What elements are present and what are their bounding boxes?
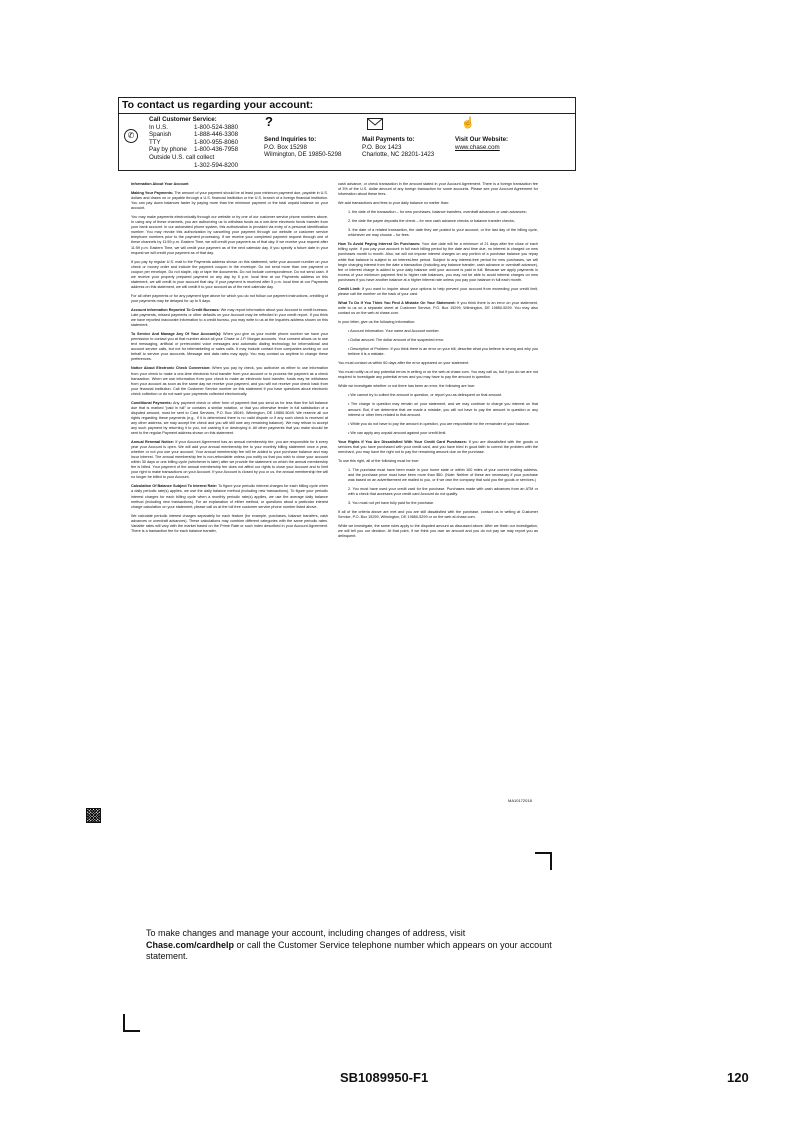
paragraph-heading: To Service And Manage Any Of Your Account(s): [131, 332, 222, 337]
paragraph-text: We calculate periodic interest charges separately for each feature (for example, purchases, balance transfers, cash advances or overdraft advances). These calculations may combine different categories with the same periodic rates. Variable rates will vary with the market based on the Prime Rate or such index described in your Account Agreement. There is a transaction fee for each balance transfer, [131, 513, 328, 533]
terms-paragraph [338, 320, 538, 325]
phone-number: 1-800-955-8060 [194, 138, 239, 146]
paragraph-text: cash advance, or check transaction in the amount stated in your Account Agreement. There is a foreign transaction fee of 3% of the U.S. dollar amount of any foreign transaction for some accounts. Please see your Account Agreement for information about these fees. [338, 182, 538, 197]
page-number: 120 [727, 1070, 749, 1085]
customer-service-block [149, 116, 238, 169]
envelope-icon [367, 118, 383, 130]
paragraph-heading: Account Information Reported To Credit Bureaus: [131, 307, 220, 312]
paragraph-heading: How To Avoid Paying Interest On Purchases: [338, 242, 421, 247]
terms-paragraph [338, 524, 538, 539]
terms-paragraph [131, 484, 328, 509]
paragraph-text: We may report information about your Account to credit bureaus. Late payments, missed payments or other defaults on your Account may be reflected in your credit report. If you think we have reported inaccurate information to a credit bureau, you may write to us at the Inquiries address shown on this statement. [131, 307, 329, 328]
question-icon: ? [265, 114, 273, 129]
paragraph-text: To figure your periodic interest charges for each billing cycle when a daily periodic rate(s) applies, we use the daily balance method (including new transactions). To figure your periodic interest charges for each billing cycle when a monthly periodic rate(s) applies, we use the average daily balance method (including new transactions). For an explanation of either method, or questions about a particular interest charge calculation on your statement, please call us at the toll free customer service phone number listed above. [131, 484, 328, 509]
paragraph-heading: Calculation Of Balance Subject To Interest Rate: [131, 484, 218, 489]
terms-paragraph [131, 366, 328, 396]
terms-paragraph [338, 459, 538, 464]
phone-number: 1-302-594-8200 [194, 161, 239, 169]
note-text: To make changes and manage your account, including changes of address, visit [146, 928, 466, 938]
contact-box [118, 97, 576, 171]
terms-paragraph [131, 294, 328, 304]
crop-mark-top-right [535, 852, 552, 870]
contact-header: To contact us regarding your account: [119, 98, 575, 114]
terms-paragraph [131, 440, 328, 480]
paragraph-text: You must notify us of any potential errors in writing or on the web at chase.com. You may call us, but if you do we are not required to investigate any potential errors and you may have to pay the amount in question. [338, 370, 538, 380]
bullet-item: • Dollar amount: The dollar amount of the suspected error. [348, 338, 445, 343]
terms-paragraph [338, 361, 538, 366]
paragraph-heading: Credit Limit: [338, 286, 361, 291]
paragraph-text: If all of the criteria above are met and you are still dissatisfied with the purchase, contact us in writing at Customer Service, P.O. Box 15299, Wilmington, DE 19850-5299 or on the web at chase.com. [338, 510, 538, 520]
paragraph-text: In your letter, give us the following information: [338, 319, 416, 324]
terms-paragraph [338, 301, 538, 316]
bullet-item: • We can apply any unpaid amount against your credit limit. [348, 430, 447, 435]
phone-label: Outside U.S. call collect [149, 153, 215, 161]
terms-paragraph [131, 260, 328, 290]
paragraph-text: If you want to inquire about your options to help prevent your account from exceeding your credit limit, please call the number on the back of your card. [338, 286, 538, 296]
phone-number: 1-800-524-3880 [194, 123, 239, 131]
barcode [86, 808, 101, 823]
phone-number [194, 154, 238, 162]
numbered-item: 3. the date of a related transaction, the date they are posted to your account, or the last day of the billing cycle, whichever we may choose – for fees. [348, 228, 538, 238]
paragraph-text: To use this right, all of the following must be true: [338, 458, 420, 463]
website-link[interactable]: www.chase.com [455, 143, 500, 151]
crop-mark-bottom-left [123, 1014, 140, 1032]
phone-label [149, 162, 194, 170]
paragraph-text: While we investigate whether or not there has been an error, the following are true: [338, 384, 476, 389]
paragraph-text: If you pay by regular U.S. mail to the Payments address shown on this statement, write your account number on your check or money order and include the payment coupon in the envelope. Do not send more than one payment or coupon per envelope. Do not staple, clip or tape the documents. Do not include correspondence. Do not send cash. If we receive your properly prepared payment on any day by 5 p.m. local time at our Payments address on this statement, we will credit to your account that day. If your payment is received after 5 p.m. local time at our Payments address on this statement, we will credit it to your account as of the next calendar day. [131, 259, 328, 289]
bullet-item: • Description of Problem: If you think there is an error on your bill, describe what you believe is wrong and why you believe it is a mistake. [348, 347, 538, 357]
inquiries-block [264, 136, 341, 159]
phone-icon: ✆ [124, 129, 138, 143]
terms-paragraph [338, 384, 538, 389]
terms-paragraph [338, 370, 538, 380]
paragraph-heading: Your Rights If You Are Dissatisfied With Your Credit Card Purchases: [338, 439, 467, 444]
paragraph-text: If you are dissatisfied with the goods or services that you have purchased with your credit card, and you have tried in good faith to correct the problem with the merchant, you may have the right not to pay the remaining amount due on the purchase. [338, 439, 539, 454]
terms-paragraph [338, 287, 538, 297]
paragraph-text: Any payment check or other form of payment that you send us for less than the full balance due that is marked "paid in full" or contains a similar notation, or that you otherwise tender in full satisfaction of a disputed amount, must be sent to Card Services, P.O. Box 15049, Wilmington, DE 19850-5049. We reserve all our rights regarding these payments (e.g., if it is determined there is no valid dispute or if any such check is received at any other address, we may accept the check and you will still owe any remaining balance). We may refuse to accept any such payment by returning it to you, not cashing it or destroying it. All other payments that you make should be sent to the regular Payment address shown on this statement. [131, 400, 329, 436]
numbered-item: 3. You must not yet have fully paid for the purchase. [348, 501, 435, 506]
terms-paragraph [131, 514, 328, 534]
bullet-item: • Account information: Your name and Account number. [348, 329, 440, 334]
paragraph-text: The amount of your payment should be at least your minimum payment due, payable in U.S. dollars and drawn on or payable through a U.S. financial institution or the U.S. branch of a foreign financial institution. You can pay down balances faster by paying more than the minimum payment or the total unpaid balance on your account. [131, 191, 328, 211]
terms-paragraph [338, 201, 538, 206]
document-code: SB1089950-F1 [340, 1070, 429, 1085]
inquiries-label: Send Inquiries to: [264, 136, 317, 143]
numbered-item: 2. You must have used your credit card for the purchase. Purchases made with cash advances from an ATM or with a check that accesses your credit card Account do not qualify. [348, 487, 538, 497]
note-text: or call the Customer Service telephone number which appears on your account statement. [146, 939, 552, 961]
numbered-item: 2. the date the payee deposits the check – for new cash advance checks or balance transfer checks; [348, 219, 515, 224]
call-label: Call Customer Service: [149, 116, 217, 123]
paragraph-text: If you think there is an error on your statement, write to us on a separate sheet at Customer Service, P.O. Box 15299, Wilmington, DE 19850-5299. You may also contact us on the web at chase.com. [338, 300, 538, 315]
phone-label: Pay by phone [149, 146, 187, 154]
terms-paragraph [338, 242, 538, 282]
inquiries-address-line: Wilmington, DE 19850-5298 [264, 151, 342, 159]
terms-paragraph [338, 510, 538, 520]
paragraph-text: When you pay by check, you authorize us either to use information from your check to make a one-time electronic fund transfer from your account or to process the payment as a check transaction. When we use information from your check to make an electronic fund transfer, funds may be withdrawn from your account as soon as the same day we receive your payment, and you will not receive your check back from your financial institution. Call the Customer Service number on this statement if you have questions about electronic check collection or do not want your payments collected electronically. [131, 366, 328, 396]
terms-paragraph [131, 215, 328, 255]
phone-label: In U.S. [149, 123, 168, 131]
terms-paragraph [338, 182, 538, 197]
terms-paragraph [131, 308, 328, 328]
paragraph-text: If your Account Agreement has an annual membership fee, you are responsible for it every year your Account is open. We will add your annual membership fee to your monthly billing statement once a year, whether or not you use your account. Your annual membership fee will be added to your purchase balance and may incur interest. The annual membership fee is non-refundable unless you notify us that you wish to close your account within 30 days or one billing cycle (whichever is later) after we provide the statement on which the annual membership fee is billed. Your payment of the annual membership fee does not affect our rights to close your Account and to limit your right to make transactions on your Account. If your Account is closed by you or us, the annual membership fee will no longer be billed to your Account. [131, 440, 328, 480]
phone-number: 1-800-436-7958 [194, 146, 239, 154]
numbered-item: 1. The purchase must have been made in your home state or within 100 miles of your current mailing address, and the purchase price must have been more than $50. (Note: Neither of these are necessary if your purchase was based on an advertisement we mailed to you, or if we own the company that sold you the goods or services.) [348, 467, 538, 482]
paragraph-heading: Making Your Payments: [131, 191, 174, 196]
paragraph-text: You may make payments electronically through our website or by one of our customer service phone numbers above. In using any of these channels, you are authorizing us to withdraw funds as a one-time electronic funds transfer from your bank account. In our automated phone system, this authorization is provided via entry of a personal identification number. You may revoke this authorization by cancelling your payment through our website or customer service telephone numbers prior to the payment processing. If we receive your completed payment request through one of these channels by 11:59 p.m. Eastern Time, we will credit your payment as of that day. If we receive your request after 11:59 p.m. Eastern Time, we will credit your payment as of the next calendar day. If you specify a future date in your request we will credit your payment as of that day. [131, 215, 328, 255]
phone-label: TTY [149, 138, 161, 146]
terms-right-column [338, 182, 538, 543]
paragraph-heading: What To Do If You Think You Find A Mistake On Your Statement: [338, 300, 456, 305]
terms-paragraph [338, 440, 538, 455]
bullet-item: • The charge in question may remain on your statement, and we may continue to charge you interest on that amount. But, if we determine that we made a mistake, you will not have to pay the amount in question or any interest or other fees related to that amount. [348, 402, 538, 417]
terms-left-column [131, 182, 328, 538]
website-block [455, 136, 508, 151]
paragraph-heading: Conditional Payments: [131, 400, 172, 405]
pointer-hand-icon: ☝ [461, 117, 475, 129]
payments-address-line: P.O. Box 1423 [362, 143, 402, 151]
paragraph-text: When you give us your mobile phone number we have your permission to contact you at that number about all your Chase or J.P. Morgan accounts. Your consent allows us to use text messaging, artificial or prerecorded voice messages and automatic dialing technology for informational and account service calls, but not for telemarketing or sales calls. It may include contact from companies working on our behalf to service your accounts. Message and data rates may apply. You may contact us anytime to change these preferences. [131, 332, 329, 362]
payments-block [362, 136, 434, 159]
paragraph-text: For all other payments or for any payment type above for which you do not follow our payment instructions, crediting of your payments may be delayed for up to 5 days. [131, 293, 328, 303]
bullet-item: • While you do not have to pay the amount in question, you are responsible for the remainder of your balance. [348, 421, 530, 426]
phone-number: 1-888-446-3308 [194, 131, 239, 139]
section-heading: Information About Your Account [131, 182, 189, 186]
account-management-note [146, 928, 566, 963]
paragraph-text: Your due date will be a minimum of 21 days after the close of each billing cycle. If you pay your account in full each billing period by the date and time due, no interest is charged on new purchases month to month. Also, we will not impose interest charges on any portion of a purchase balance you repay while that balance is subject to an interest-free period. Subject to any interest-free period for new purchases, we will begin charging interest from the date a transaction (including any balance transfer, cash advance or overdraft advance), fee or interest charge is added to your daily balance until your account is paid in full. Because we apply payments in excess of your minimum payment first to higher rate balances, you may not be able to avoid interest charges on new purchases if you have another balance at a higher interest rate unless you pay your balance in full each month. [338, 242, 538, 282]
payments-label: Mail Payments to: [362, 136, 415, 143]
paragraph-text: We add transactions and fees to your daily balance no earlier than: [338, 201, 450, 206]
inquiries-address-line: P.O. Box 15298 [264, 143, 307, 151]
bullet-item: • We cannot try to collect the amount in question, or report you as delinquent on that amount. [348, 393, 503, 398]
form-code: MA10172018 [508, 798, 532, 803]
website-label: Visit Our Website: [455, 136, 509, 143]
phone-list [149, 124, 238, 170]
terms-paragraph [131, 401, 328, 436]
paragraph-text: You must contact us within 60 days after the error appeared on your statement. [338, 361, 470, 366]
paragraph-heading: Annual Renewal Notice: [131, 440, 175, 445]
payments-address-line: Charlotte, NC 28201-1423 [362, 151, 435, 159]
terms-paragraph [131, 191, 328, 211]
cardhelp-link[interactable]: Chase.com/cardhelp [146, 939, 235, 950]
phone-label: Spanish [149, 131, 172, 139]
paragraph-heading: Notice About Electronic Check Conversion: [131, 366, 211, 371]
numbered-item: 1. the date of the transaction – for new purchases, balance transfers, overdraft advances or cash advances; [348, 210, 527, 215]
paragraph-text: While we investigate, the same rules apply to the disputed amount as discussed above. After we finish our investigation, we will tell you our decision. At that point, if we think you owe an amount and you do not pay we may report you as delinquent. [338, 524, 538, 539]
terms-paragraph [131, 332, 328, 362]
